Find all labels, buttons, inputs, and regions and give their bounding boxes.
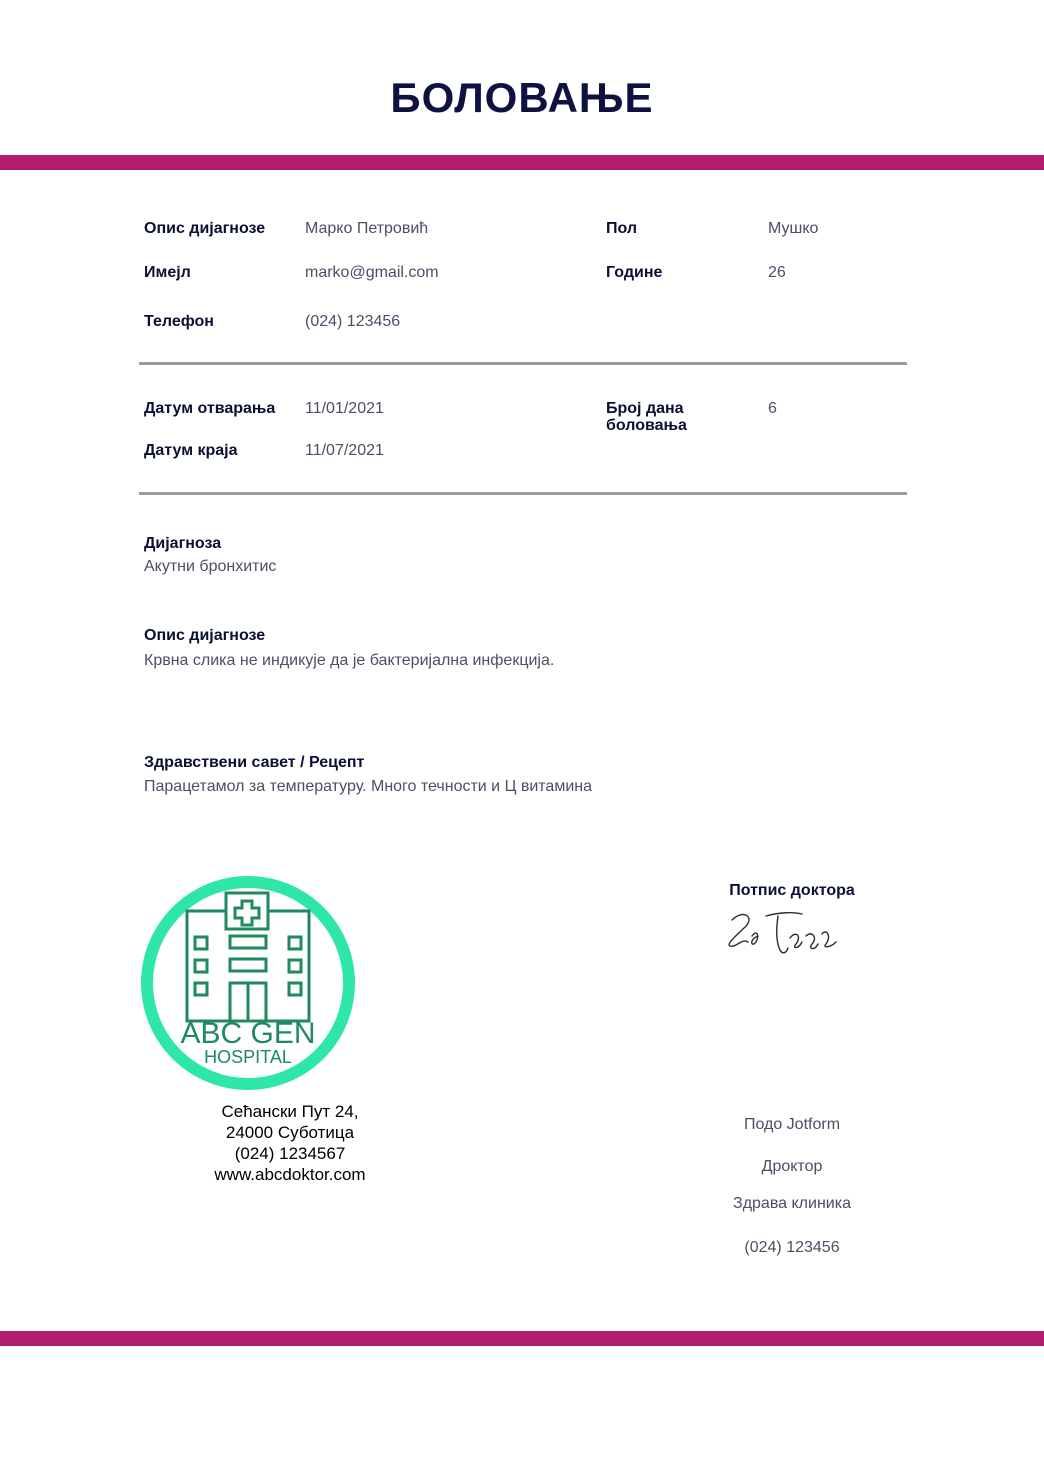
advice-label: Здравствени савет / Рецепт	[144, 754, 365, 771]
age-value: 26	[768, 264, 786, 281]
hospital-phone: (024) 1234567	[234, 1144, 346, 1163]
signature-label: Потпис доктора	[729, 882, 855, 899]
section-divider	[139, 362, 907, 365]
phone-label: Телефон	[144, 313, 214, 330]
doctor-phone: (024) 123456	[744, 1239, 840, 1256]
patient-name-value: Марко Петровић	[305, 220, 429, 237]
days-value: 6	[768, 400, 777, 417]
doctor-name: Подо Jotform	[743, 1116, 841, 1133]
gender-label: Пол	[606, 220, 638, 237]
age-label: Године	[606, 264, 663, 281]
diagnosis-description-value: Крвна слика не индикује да је бактеријална инфекција.	[144, 652, 555, 669]
email-label: Имејл	[144, 264, 191, 281]
hospital-website: www.abcdoktor.com	[214, 1165, 366, 1184]
email-value: marko@gmail.com	[305, 264, 439, 281]
doctor-clinic: Здрава клиника	[733, 1195, 851, 1212]
diagnosis-description-label: Опис дијагнозе	[144, 627, 266, 644]
diagnosis-value: Акутни бронхитис	[144, 558, 277, 575]
end-date-label: Датум краја	[144, 442, 238, 459]
phone-value: (024) 123456	[305, 313, 401, 330]
diagnosis-label: Дијагноза	[144, 535, 222, 552]
doctor-role: Дроктор	[761, 1158, 823, 1175]
header-accent-bar	[0, 155, 1044, 170]
page-title: БОЛОВАЊЕ	[390, 74, 654, 121]
footer-accent-bar	[0, 1331, 1044, 1346]
patient-name-label: Опис дијагнозе	[144, 220, 266, 237]
logo-text-line1: ABC GEN	[180, 1017, 316, 1050]
start-date-label: Датум отварања	[144, 400, 276, 417]
section-divider	[139, 492, 907, 495]
logo-text-line2: HOSPITAL	[204, 1047, 292, 1067]
advice-value: Парацетамол за температуру. Много течности и Ц витамина	[144, 778, 592, 795]
hospital-address-line1: Сећански Пут 24,	[221, 1102, 359, 1121]
days-label-line1: Број дана	[606, 400, 684, 417]
hospital-address-line2: 24000 Суботица	[225, 1123, 355, 1142]
end-date-value: 11/07/2021	[305, 442, 384, 459]
days-label-line2: боловања	[606, 417, 687, 434]
start-date-value: 11/01/2021	[305, 400, 384, 417]
doctor-signature	[722, 906, 847, 962]
gender-value: Мушко	[768, 220, 819, 237]
hospital-logo	[138, 873, 358, 1093]
